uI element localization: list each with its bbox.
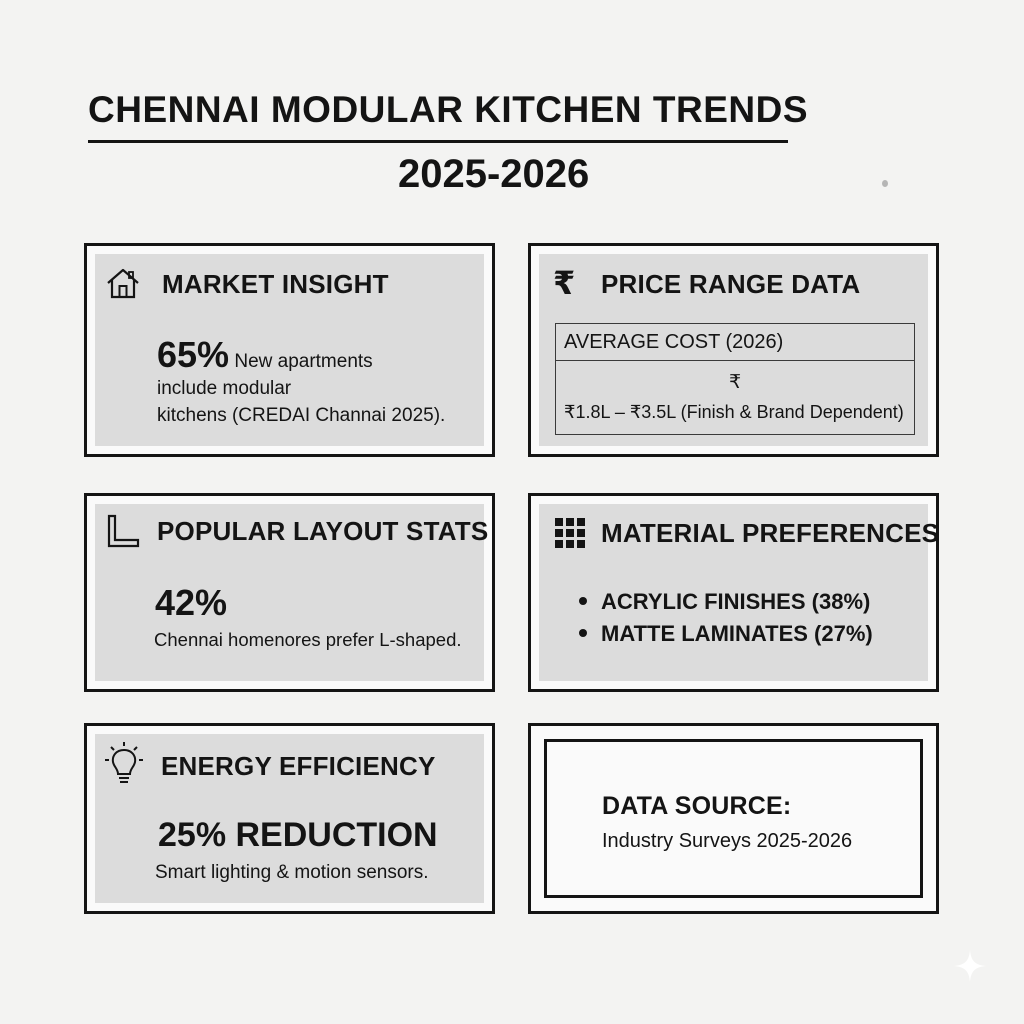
market-insight-card bbox=[84, 243, 495, 457]
material-list bbox=[579, 586, 873, 650]
card-title: MATERIAL PREFERENCES bbox=[601, 518, 940, 548]
data-source-card bbox=[528, 723, 939, 914]
energy-stat: 25% REDUCTION bbox=[158, 816, 438, 854]
grid-icon bbox=[554, 517, 586, 549]
layout-text: Chennai homenores prefer L-shaped. bbox=[154, 629, 462, 650]
price-range-card bbox=[528, 243, 939, 457]
bullet-icon bbox=[579, 597, 587, 605]
card-title: MARKET INSIGHT bbox=[162, 269, 389, 299]
speck-decoration bbox=[882, 180, 888, 187]
card-title: ENERGY EFFICIENCY bbox=[161, 751, 436, 781]
price-range-value: ₹1.8L – ₹3.5L (Finish & Brand Dependent) bbox=[564, 402, 904, 422]
material-item-label: ACRYLIC FINISHES (38%) bbox=[601, 589, 871, 614]
card-title: PRICE RANGE DATA bbox=[601, 269, 861, 299]
market-stat: 65% bbox=[157, 334, 230, 375]
bullet-icon bbox=[579, 629, 587, 637]
rupee-symbol: ₹ bbox=[728, 372, 742, 393]
market-stat-line bbox=[157, 334, 373, 376]
title-underline bbox=[88, 140, 788, 143]
card-title: POPULAR LAYOUT STATS bbox=[157, 516, 489, 546]
market-text-line3: kitchens (CREDAI Channai 2025). bbox=[157, 405, 446, 426]
lightbulb-icon bbox=[103, 741, 145, 785]
list-item bbox=[579, 586, 873, 618]
energy-text: Smart lighting & motion sensors. bbox=[155, 862, 429, 883]
rupee-icon: ₹ bbox=[553, 265, 576, 301]
sparkle-icon bbox=[952, 948, 988, 984]
house-icon bbox=[105, 266, 141, 300]
list-item bbox=[579, 618, 873, 650]
layout-stats-card bbox=[84, 493, 495, 692]
source-text: Industry Surveys 2025-2026 bbox=[602, 830, 853, 852]
page-subtitle-years: 2025-2026 bbox=[398, 152, 590, 196]
energy-efficiency-card bbox=[84, 723, 495, 914]
price-table bbox=[555, 323, 915, 435]
material-item-label: MATTE LAMINATES (27%) bbox=[601, 621, 873, 646]
market-text-line2: include modular bbox=[157, 378, 292, 399]
market-text-line1: New apartments bbox=[229, 351, 373, 372]
layout-stat: 42% bbox=[155, 582, 228, 623]
page-title: CHENNAI MODULAR KITCHEN TRENDS bbox=[88, 89, 809, 130]
source-title: DATA SOURCE: bbox=[602, 792, 792, 820]
price-table-header: AVERAGE COST (2026) bbox=[556, 324, 914, 361]
l-shape-icon bbox=[105, 513, 141, 549]
material-preferences-card bbox=[528, 493, 939, 692]
page-header bbox=[88, 88, 809, 196]
